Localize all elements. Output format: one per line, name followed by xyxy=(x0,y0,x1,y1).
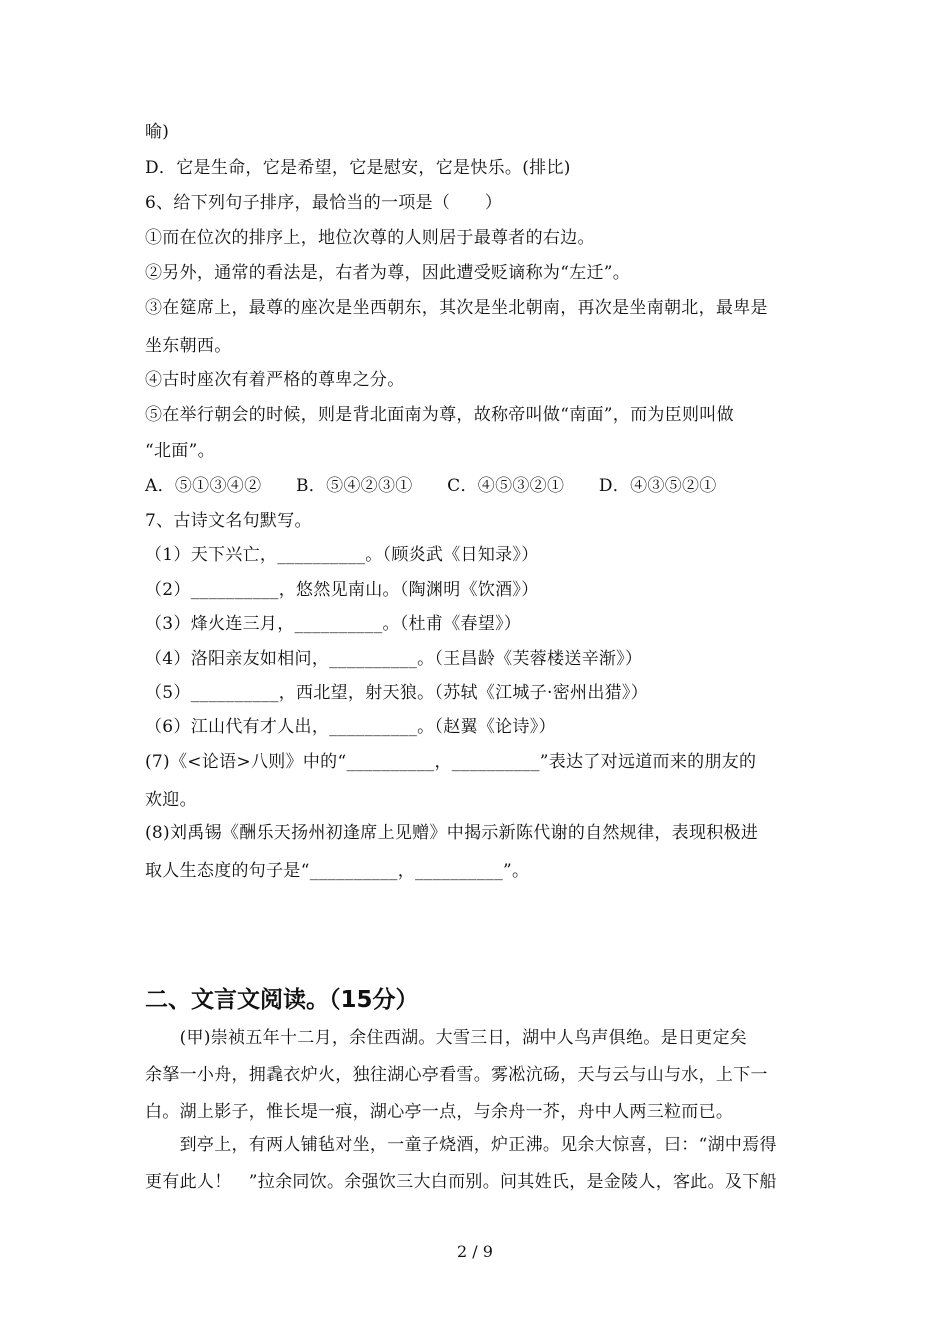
text-line: ⑤在举行朝会的时候，则是背北面南为尊，故称帝叫做“南面”，而为臣则叫做 xyxy=(145,405,734,425)
fill-blank-line: （1）天下兴亡，__________。（顾炎武《日知录》） xyxy=(145,545,539,565)
page-number: 2 / 9 xyxy=(457,1242,493,1261)
text-line: 欢迎。 xyxy=(145,790,197,810)
fill-blank-line: （3）烽火连三月，__________。（杜甫《春望》） xyxy=(145,614,522,634)
fill-blank-line: （6）江山代有才人出，__________。（赵翼《论诗》） xyxy=(145,717,556,737)
fill-blank-line: （2）__________，悠然见南山。（陶渊明《饮酒》） xyxy=(145,580,539,600)
passage-line: 余拏一小舟，拥毳衣炉火，独往湖心亭看雪。雾凇沆砀，天与云与山与水，上下一 xyxy=(145,1065,768,1085)
question-7-prompt: 7、古诗文名句默写。 xyxy=(145,511,312,531)
passage-line: 白。湖上影子，惟长堤一痕，湖心亭一点，与余舟一芥，舟中人两三粒而已。 xyxy=(145,1102,734,1122)
fill-blank-line: 取人生态度的句子是“__________，__________”。 xyxy=(145,861,530,881)
fill-blank-line: （5）__________，西北望，射天狼。（苏轼《江城子·密州出猎》） xyxy=(145,683,649,703)
question-6-prompt: 6、给下列句子排序，最恰当的一项是（ ） xyxy=(145,193,503,213)
text-line: ③在筵席上，最尊的座次是坐西朝东，其次是坐北朝南，再次是坐南朝北，最卑是 xyxy=(145,298,768,318)
passage-line: 更有此人！ ”拉余同饮。余强饮三大白而别。问其姓氏，是金陵人，客此。及下船 xyxy=(145,1172,777,1192)
passage-line: (甲)崇祯五年十二月，余住西湖。大雪三日，湖中人鸟声俱绝。是日更定矣 xyxy=(145,1028,748,1048)
text-line: 坐东朝西。 xyxy=(145,336,232,356)
section-heading: 二、文言文阅读。（15分） xyxy=(145,987,419,1013)
text-line: 喻) xyxy=(145,122,170,142)
text-line: “北面”。 xyxy=(145,441,215,461)
answer-options: A．⑤①③④② B．⑤④②③① C．④⑤③②① D．④③⑤②① xyxy=(145,476,717,496)
passage-line: 到亭上，有两人铺毡对坐，一童子烧酒，炉正沸。见余大惊喜，曰：“湖中焉得 xyxy=(145,1135,777,1155)
text-line: ④古时座次有着严格的尊卑之分。 xyxy=(145,370,405,390)
text-line: ②另外，通常的看法是，右者为尊，因此遭受贬谪称为“左迁”。 xyxy=(145,263,631,283)
text-line: ①而在位次的排序上，地位次尊的人则居于最尊者的右边。 xyxy=(145,228,595,248)
fill-blank-line: (7)《<论语>八则》中的“__________，__________”表达了对远道而来的朋友的 xyxy=(145,752,757,772)
text-line: D．它是生命，它是希望，它是慰安，它是快乐。(排比) xyxy=(145,158,571,178)
fill-blank-line: (8)刘禹锡《酬乐天扬州初逢席上见赠》中揭示新陈代谢的自然规律，表现积极进 xyxy=(145,823,759,843)
fill-blank-line: （4）洛阳亲友如相问，__________。（王昌龄《芙蓉楼送辛渐》） xyxy=(145,649,643,669)
